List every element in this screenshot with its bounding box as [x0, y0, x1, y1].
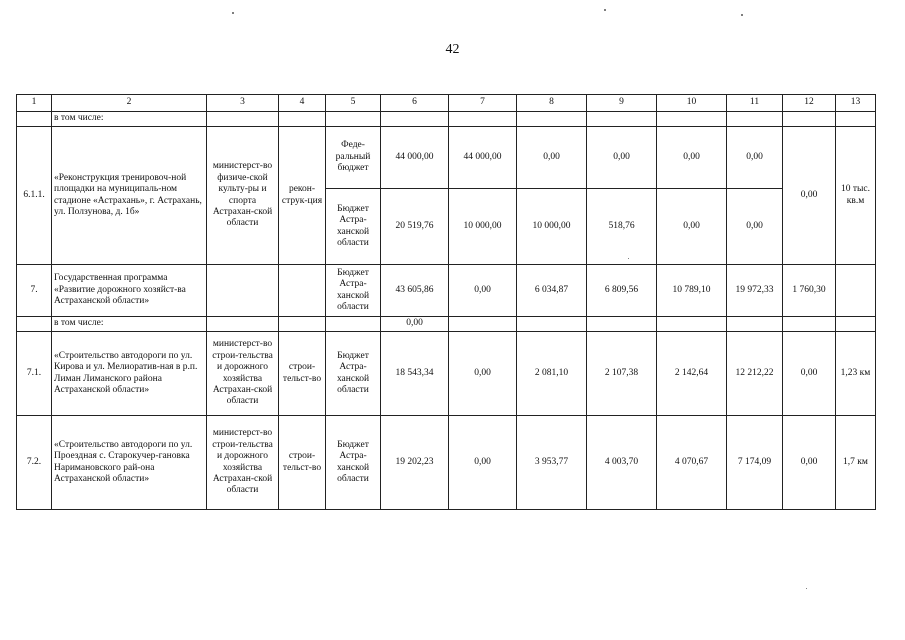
- amount-cell: 43 605,86: [381, 265, 449, 317]
- amount-cell: 10 000,00: [517, 189, 587, 265]
- amount-cell: 18 543,34: [381, 332, 449, 416]
- scan-speck: [604, 9, 606, 11]
- amount-cell: 10 789,10: [657, 265, 727, 317]
- amount-cell: 0,00: [727, 127, 783, 189]
- project-name: «Строительство автодороги по ул. Кирова и ул. Мелиоратив-ная в р.п. Лиман Лиманского района Астраханской области»: [52, 332, 207, 416]
- column-header: 7: [449, 95, 517, 112]
- column-header: 9: [587, 95, 657, 112]
- amount-cell: 0,00: [783, 416, 836, 510]
- amount-cell: 0,00: [727, 189, 783, 265]
- table-row: [17, 127, 876, 189]
- amount-cell: 19 972,33: [727, 265, 783, 317]
- scan-speck: [741, 14, 743, 16]
- funding-source: Бюджет Астра-ханской области: [326, 265, 381, 317]
- amount-cell: 0,00: [381, 317, 449, 332]
- amount-cell: 0,00: [783, 332, 836, 416]
- column-header: 8: [517, 95, 587, 112]
- table-row: [17, 416, 876, 510]
- amount-cell: 2 081,10: [517, 332, 587, 416]
- amount-cell: 19 202,23: [381, 416, 449, 510]
- column-header: 3: [207, 95, 279, 112]
- amount-cell: 6 034,87: [517, 265, 587, 317]
- column-header: 12: [783, 95, 836, 112]
- column-header: 11: [727, 95, 783, 112]
- amount-cell: 0,00: [587, 127, 657, 189]
- amount-cell: 7 174,09: [727, 416, 783, 510]
- funding-source: Феде-ральный бюджет: [326, 127, 381, 189]
- amount-cell: 12 212,22: [727, 332, 783, 416]
- funding-source: Бюджет Астра-ханской области: [326, 189, 381, 265]
- length-cell: 1,7 км: [836, 416, 876, 510]
- row-number: 7.1.: [17, 332, 52, 416]
- amount-cell: 2 107,38: [587, 332, 657, 416]
- subheading-row: [17, 317, 876, 332]
- column-numbers-row: [17, 95, 876, 112]
- column-header: 4: [279, 95, 326, 112]
- amount-cell: 518,76: [587, 189, 657, 265]
- row-number: 7.2.: [17, 416, 52, 510]
- length-cell: 1,23 км: [836, 332, 876, 416]
- capacity-cell: 10 тыс. кв.м: [836, 127, 876, 265]
- scan-speck: [806, 588, 807, 589]
- amount-cell: 6 809,56: [587, 265, 657, 317]
- budget-table: [16, 94, 876, 510]
- amount-cell: 3 953,77: [517, 416, 587, 510]
- amount-cell: 2 142,64: [657, 332, 727, 416]
- subheading-label: в том числе:: [52, 317, 207, 332]
- subheading-label: в том числе:: [52, 112, 207, 127]
- scan-speck: [628, 258, 629, 259]
- amount-cell: 44 000,00: [381, 127, 449, 189]
- amount-cell: 0,00: [517, 127, 587, 189]
- executor: министерст-во строи-тельства и дорожного хозяйства Астрахан-ской области: [207, 416, 279, 510]
- column-header: 6: [381, 95, 449, 112]
- column-header: 5: [326, 95, 381, 112]
- column-header: 1: [17, 95, 52, 112]
- project-name: «Строительство автодороги по ул. Проездная с. Старокучер-гановка Наримановского рай-она Астраханской области»: [52, 416, 207, 510]
- column-header: 13: [836, 95, 876, 112]
- amount-cell: 0,00: [449, 265, 517, 317]
- amount-cell: 0,00: [657, 127, 727, 189]
- amount-cell: 0,00: [783, 127, 836, 265]
- row-number: 6.1.1.: [17, 127, 52, 265]
- amount-cell: 44 000,00: [449, 127, 517, 189]
- column-header: 10: [657, 95, 727, 112]
- amount-cell: 0,00: [449, 416, 517, 510]
- amount-cell: 0,00: [657, 189, 727, 265]
- amount-cell: 20 519,76: [381, 189, 449, 265]
- executor: министерст-во строи-тельства и дорожного хозяйства Астрахан-ской области: [207, 332, 279, 416]
- amount-cell: 4 003,70: [587, 416, 657, 510]
- funding-source: Бюджет Астра-ханской области: [326, 416, 381, 510]
- row-number: 7.: [17, 265, 52, 317]
- funding-source: Бюджет Астра-ханской области: [326, 332, 381, 416]
- scan-speck: [232, 12, 234, 14]
- table-row: [17, 265, 876, 317]
- amount-cell: 4 070,67: [657, 416, 727, 510]
- column-header: 2: [52, 95, 207, 112]
- executor: министерст-во физиче-ской культу-ры и спорта Астрахан-ской области: [207, 127, 279, 265]
- amount-cell: 10 000,00: [449, 189, 517, 265]
- project-name: «Реконструкция тренировоч-ной площадки на муниципаль-ном стадионе «Астрахань», г. Астрахань, ул. Ползунова, д. 1б»: [52, 127, 207, 265]
- page-number: 42: [445, 42, 460, 57]
- project-name: Государственная программа «Развитие дорожного хозяйст-ва Астраханской области»: [52, 265, 207, 317]
- work-type: строи-тельст-во: [279, 332, 326, 416]
- amount-cell: 0,00: [449, 332, 517, 416]
- subheading-row: [17, 112, 876, 127]
- work-type: строи-тельст-во: [279, 416, 326, 510]
- work-type: рекон-струк-ция: [279, 127, 326, 265]
- table-row: [17, 332, 876, 416]
- amount-cell: 1 760,30: [783, 265, 836, 317]
